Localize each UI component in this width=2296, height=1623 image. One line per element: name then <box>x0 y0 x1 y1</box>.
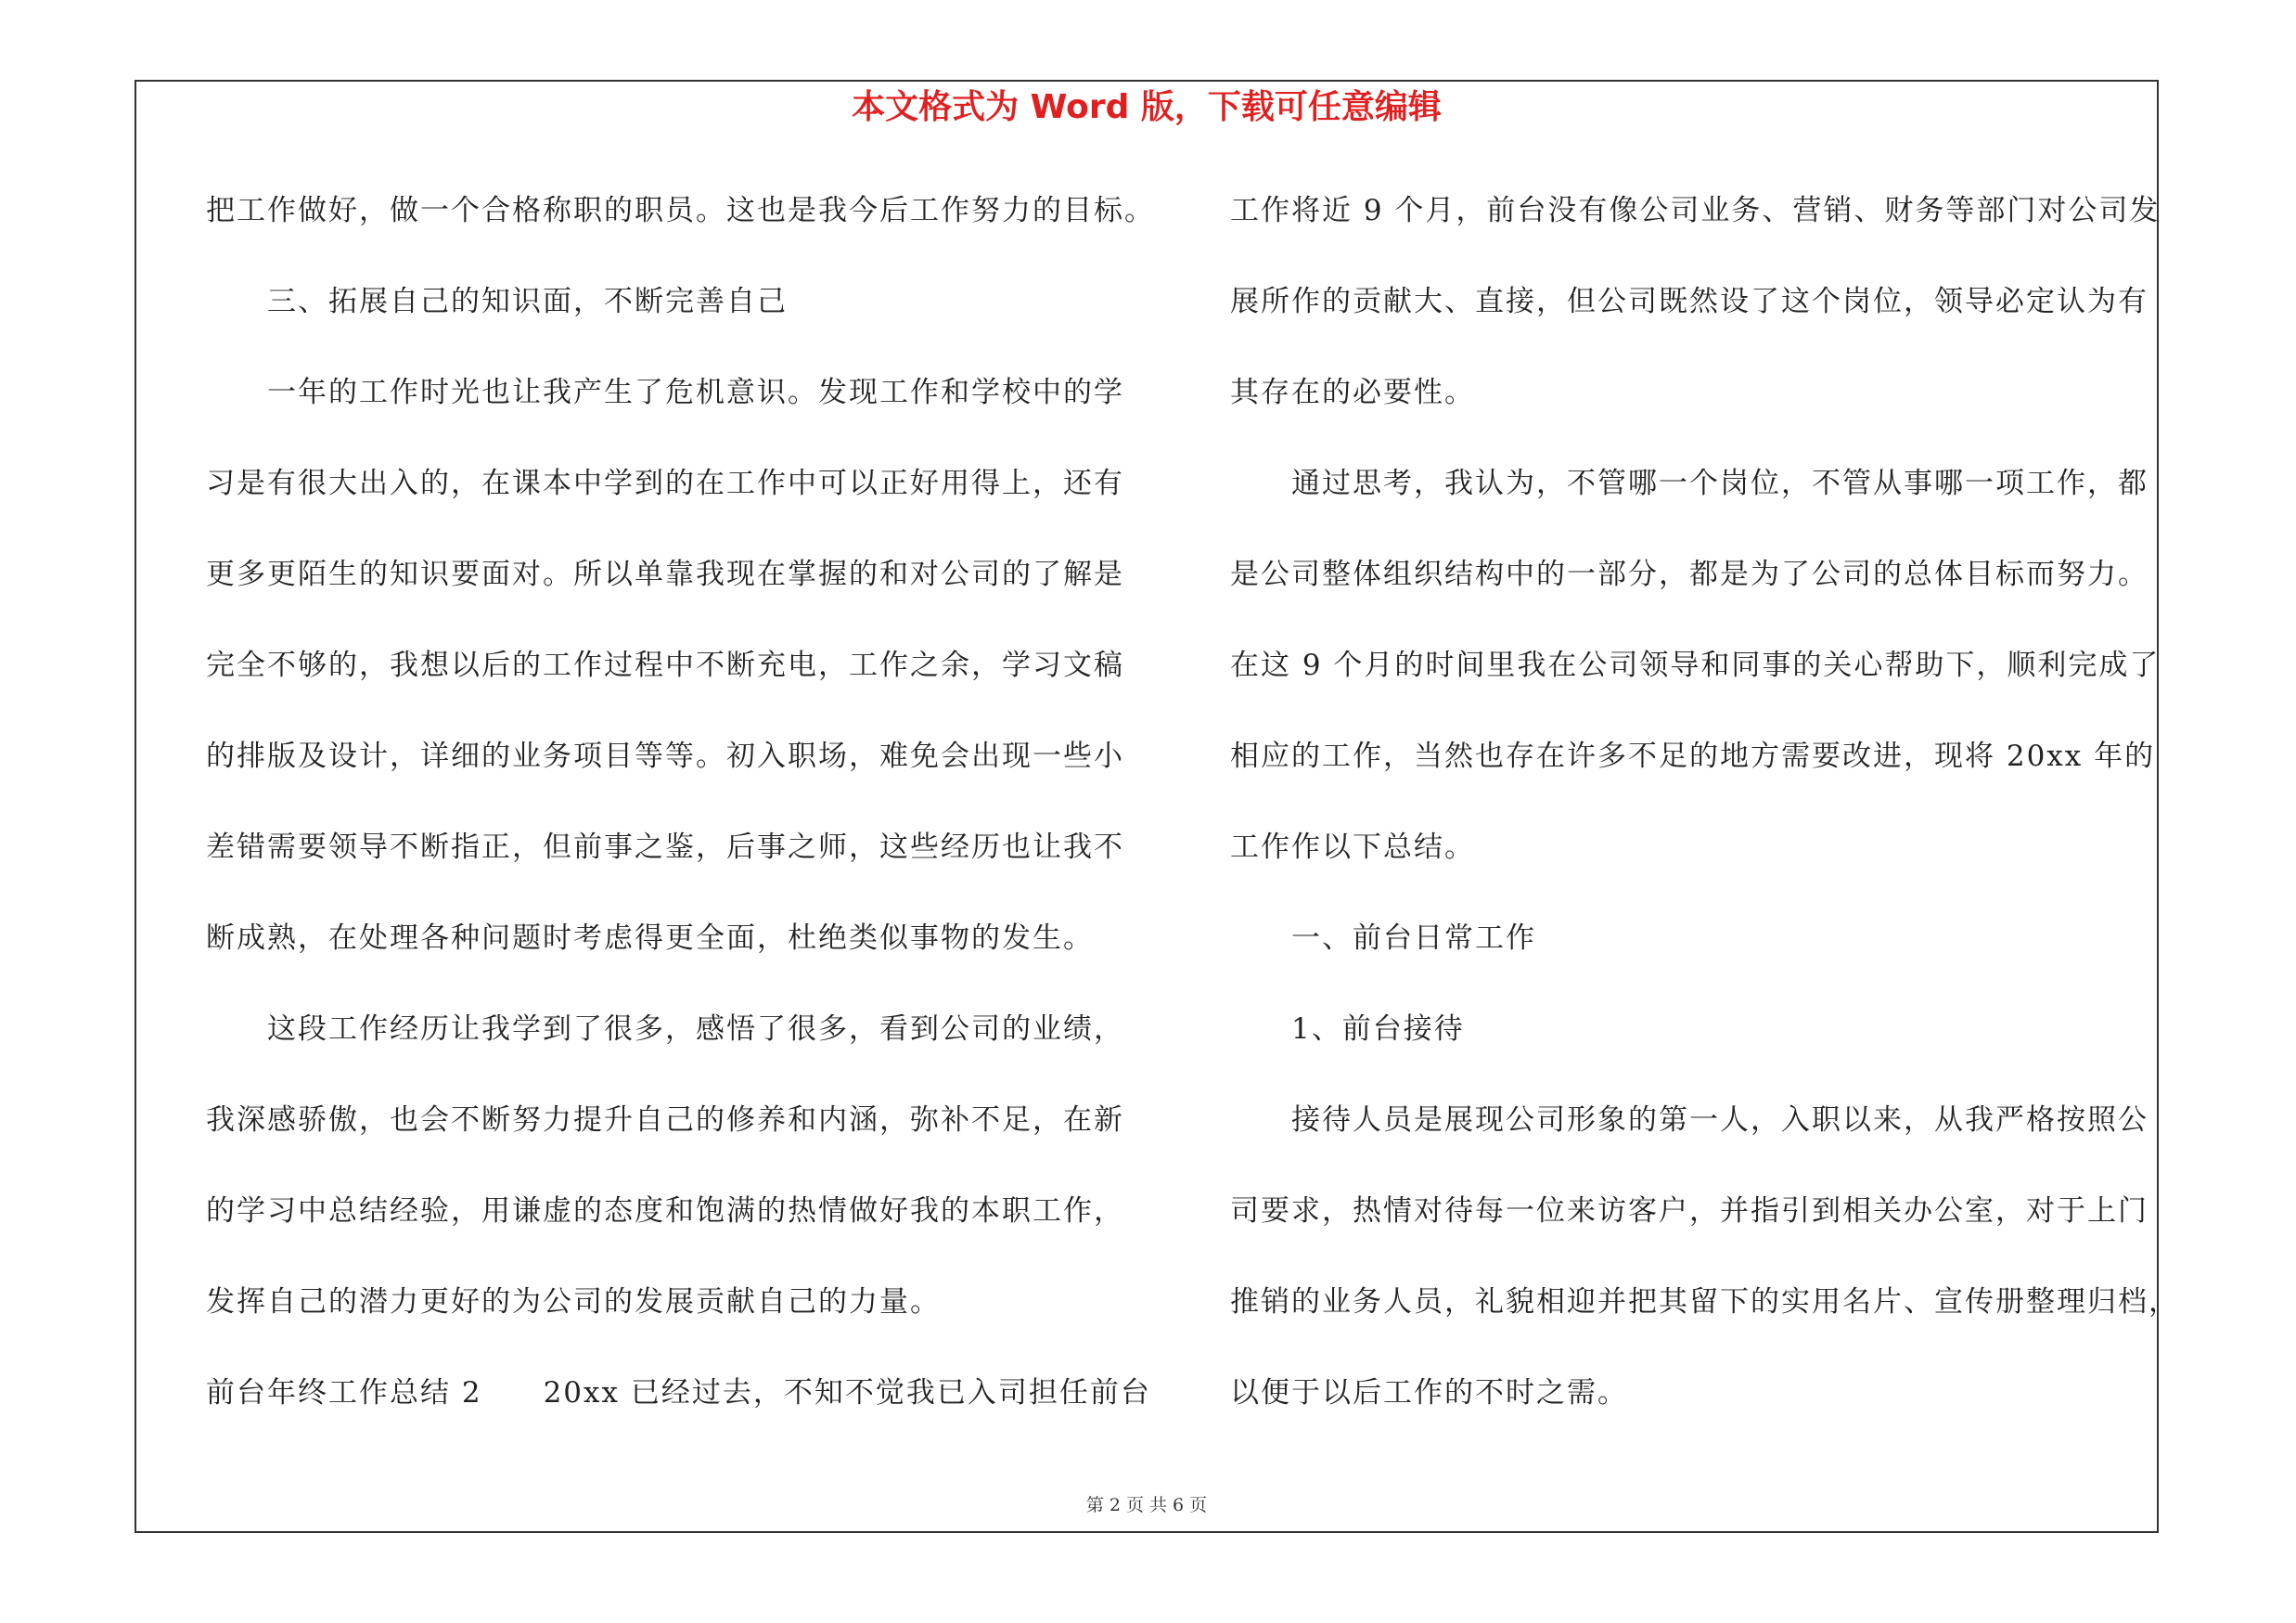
paragraph-line: 断成熟，在处理各种问题时考虑得更全面，杜绝类似事物的发生。 <box>206 921 1094 955</box>
paragraph-line: 差错需要领导不断指正，但前事之鉴，后事之师，这些经历也让我不 <box>206 831 1124 864</box>
paragraph-line: 习是有很大出入的，在课本中学到的在工作中可以正好用得上，还有 <box>206 467 1124 500</box>
paragraph-line: 推销的业务人员，礼貌相迎并把其留下的实用名片、宣传册整理归档， <box>1230 1285 2179 1319</box>
subsection-heading: 1、前台接待 <box>1291 1012 1465 1046</box>
paragraph-line: 一年的工作时光也让我产生了危机意识。发现工作和学校中的学 <box>267 376 1124 409</box>
paragraph-line: 展所作的贡献大、直接，但公司既然设了这个岗位，领导必定认为有 <box>1230 285 2148 318</box>
format-notice-banner: 本文格式为 Word 版，下载可任意编辑 <box>852 88 1442 126</box>
page-number-footer: 第 2 页 共 6 页 <box>1085 1495 1208 1515</box>
paragraph-line <box>206 1364 1151 1455</box>
paragraph-line: 的排版及设计，详细的业务项目等等。初入职场，难免会出现一些小 <box>206 740 1124 773</box>
paragraph-line: 是公司整体组织结构中的一部分，都是为了公司的总体目标而努力。 <box>1230 558 2148 591</box>
paragraph-line: 相应的工作，当然也存在许多不足的地方需要改进，现将 20xx 年的 <box>1230 740 2156 773</box>
paragraph-line: 完全不够的，我想以后的工作过程中不断充电，工作之余，学习文稿 <box>206 649 1124 682</box>
document-heading: 前台年终工作总结 2 <box>206 1376 482 1410</box>
right-column <box>1230 182 2179 1455</box>
paragraph-line: 工作将近 9 个月，前台没有像公司业务、营销、财务等部门对公司发 <box>1230 194 2161 227</box>
paragraph-line: 我深感骄傲，也会不断努力提升自己的修养和内涵，弥补不足，在新 <box>206 1103 1124 1137</box>
section-heading: 三、拓展自己的知识面，不断完善自己 <box>267 285 788 318</box>
paragraph-text: 20xx 已经过去，不知不觉我已入司担任前台 <box>543 1376 1151 1410</box>
paragraph-line: 的学习中总结经验，用谦虚的态度和饱满的热情做好我的本职工作， <box>206 1194 1124 1228</box>
paragraph-line: 通过思考，我认为，不管哪一个岗位，不管从事哪一项工作，都 <box>1291 467 2148 500</box>
paragraph-line: 这段工作经历让我学到了很多，感悟了很多，看到公司的业绩， <box>267 1012 1124 1046</box>
section-heading: 一、前台日常工作 <box>1291 921 1536 955</box>
paragraph-line: 工作作以下总结。 <box>1230 831 1475 864</box>
left-column <box>206 182 1155 1455</box>
paragraph-line: 更多更陌生的知识要面对。所以单靠我现在掌握的和对公司的了解是 <box>206 558 1124 591</box>
paragraph-line: 在这 9 个月的时间里我在公司领导和同事的关心帮助下，顺利完成了 <box>1230 649 2161 682</box>
paragraph-line: 以便于以后工作的不时之需。 <box>1230 1376 1628 1410</box>
paragraph-line: 接待人员是展现公司形象的第一人，入职以来，从我严格按照公 <box>1291 1103 2148 1137</box>
paragraph-line: 司要求，热情对待每一位来访客户，并指引到相关办公室，对于上门 <box>1230 1194 2148 1228</box>
paragraph-line: 发挥自己的潜力更好的为公司的发展贡献自己的力量。 <box>206 1285 941 1319</box>
paragraph-line: 把工作做好，做一个合格称职的职员。这也是我今后工作努力的目标。 <box>206 194 1155 227</box>
paragraph-line: 其存在的必要性。 <box>1230 376 1475 409</box>
